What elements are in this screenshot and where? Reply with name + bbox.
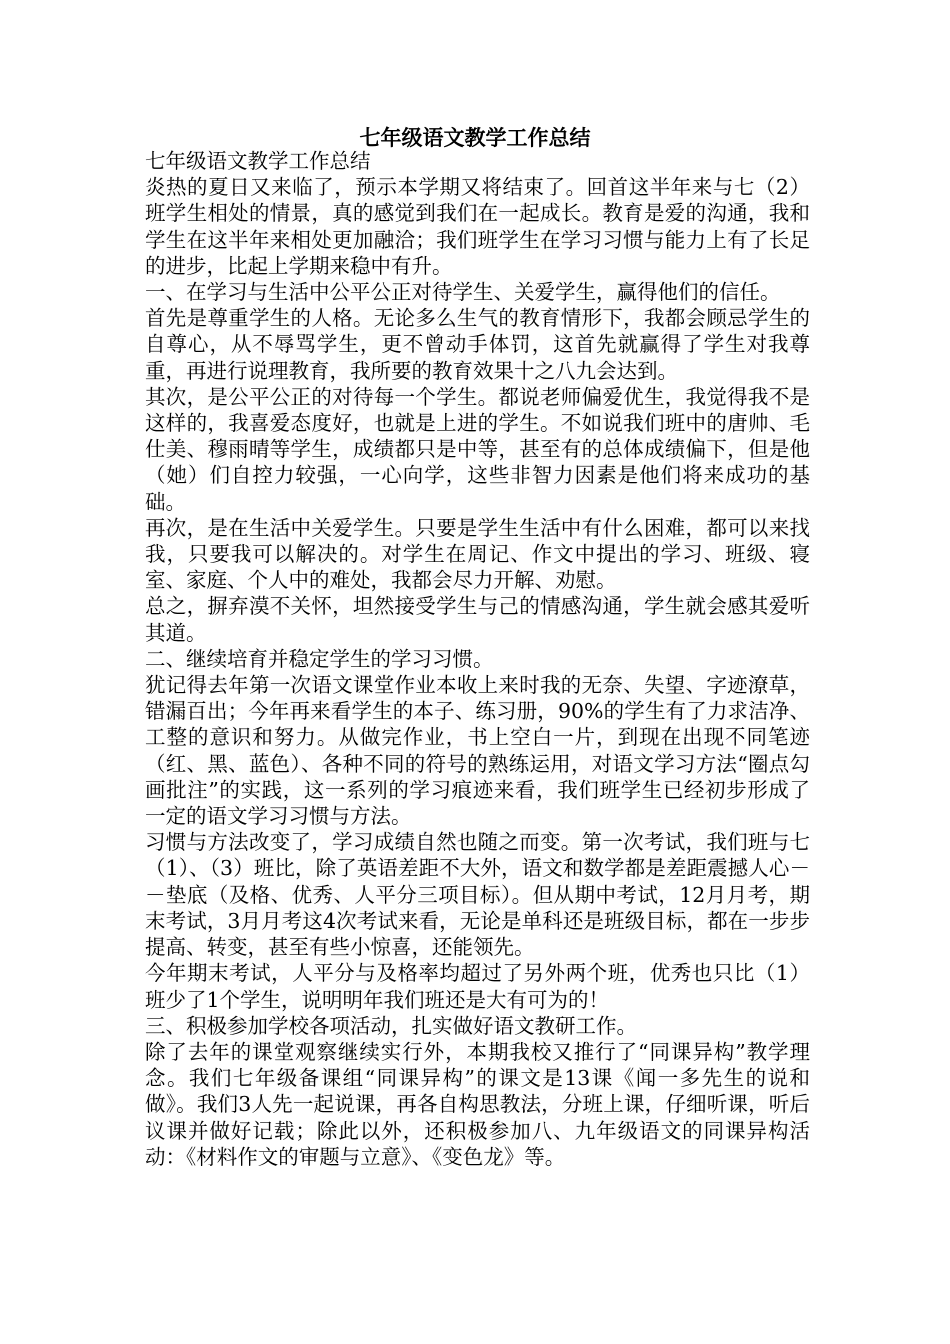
paragraph: 总之，摒弃漠不关怀，坦然接受学生与己的情感沟通，学生就会感其爱听其道。 bbox=[145, 594, 810, 645]
paragraph: 再次，是在生活中关爱学生。只要是学生生活中有什么困难，都可以来找我，只要我可以解决的。对学生在周记、作文中提出的学习、班级、寝室、家庭、个人中的难处，我都会尽力开解、劝慰。 bbox=[145, 515, 810, 593]
section-heading-3: 三、积极参加学校各项活动，扎实做好语文教研工作。 bbox=[145, 1013, 637, 1038]
section-heading-2: 二、继续培育并稳定学生的学习习惯。 bbox=[145, 646, 494, 671]
paragraph: 习惯与方法改变了，学习成绩自然也随之而变。第一次考试，我们班与七（1）、（3）班比，除了英语差距不大外，语文和数学都是差距震撼人心－－垫底（及格、优秀、人平分三项目标）。但从期中考试，12月月考，期末考试，3月月考这4次考试来看，无论是单科还是班级目标，都在一步步提高、转变，甚至有些小惊喜，还能领先。 bbox=[145, 830, 810, 960]
paragraph-intro: 炎热的夏日又来临了，预示本学期又将结束了。回首这半年来与七（2）班学生相处的情景，真的感觉到我们在一起成长。教育是爱的沟通，我和学生在这半年来相处更加融洽；我们班学生在学习习惯与能力上有了长足的进步，比起上学期来稳中有升。 bbox=[145, 175, 810, 278]
paragraph: 其次，是公平公正的对待每一个学生。都说老师偏爱优生，我觉得我不是这样的，我喜爱态度好，也就是上进的学生。不如说我们班中的唐帅、毛仕美、穆雨晴等学生，成绩都只是中等，甚至有的总体成绩偏下，但是他（她）们自控力较强，一心向学，这些非智力因素是他们将来成功的基础。 bbox=[145, 384, 810, 514]
document-title: 七年级语文教学工作总结 bbox=[359, 126, 591, 150]
document-body bbox=[145, 148, 810, 1170]
paragraph: 犹记得去年第一次语文课堂作业本收上来时我的无奈、失望、字迹潦草，错漏百出；今年再来看学生的本子、练习册，90%的学生有了力求洁净、工整的意识和努力。从做完作业，书上空白一片，到现在出现不同笔迹（红、黑、蓝色）、各种不同的符号的熟练运用，对语文学习方法“圈点勾画批注”的实践，这一系列的学习痕迹来看，我们班学生已经初步形成了一定的语文学习习惯与方法。 bbox=[145, 673, 810, 829]
section-heading-1: 一、在学习与生活中公平公正对待学生、关爱学生，赢得他们的信任。 bbox=[145, 280, 781, 305]
paragraph: 首先是尊重学生的人格。无论多么生气的教育情形下，我都会顾忌学生的自尊心，从不辱骂学生，更不曾动手体罚，这首先就赢得了学生对我尊重，再进行说理教育，我所要的教育效果十之八九会达到。 bbox=[145, 306, 810, 383]
paragraph: 除了去年的课堂观察继续实行外，本期我校又推行了“同课异构”教学理念。我们七年级备课组“同课异构”的课文是13课《闻一多先生的说和做》。我们3人先一起说课，再各自构思教法，分班上课，仔细听课，听后议课并做好记载；除此以外，还积极参加八、九年级语文的同课异构活动：《材料作文的审题与立意》、《变色龙》等。 bbox=[145, 1039, 810, 1169]
paragraph-subtitle: 七年级语文教学工作总结 bbox=[145, 149, 371, 173]
paragraph: 今年期末考试，人平分与及格率均超过了另外两个班，优秀也只比（1）班少了1个学生，说明明年我们班还是大有可为的！ bbox=[145, 961, 810, 1012]
